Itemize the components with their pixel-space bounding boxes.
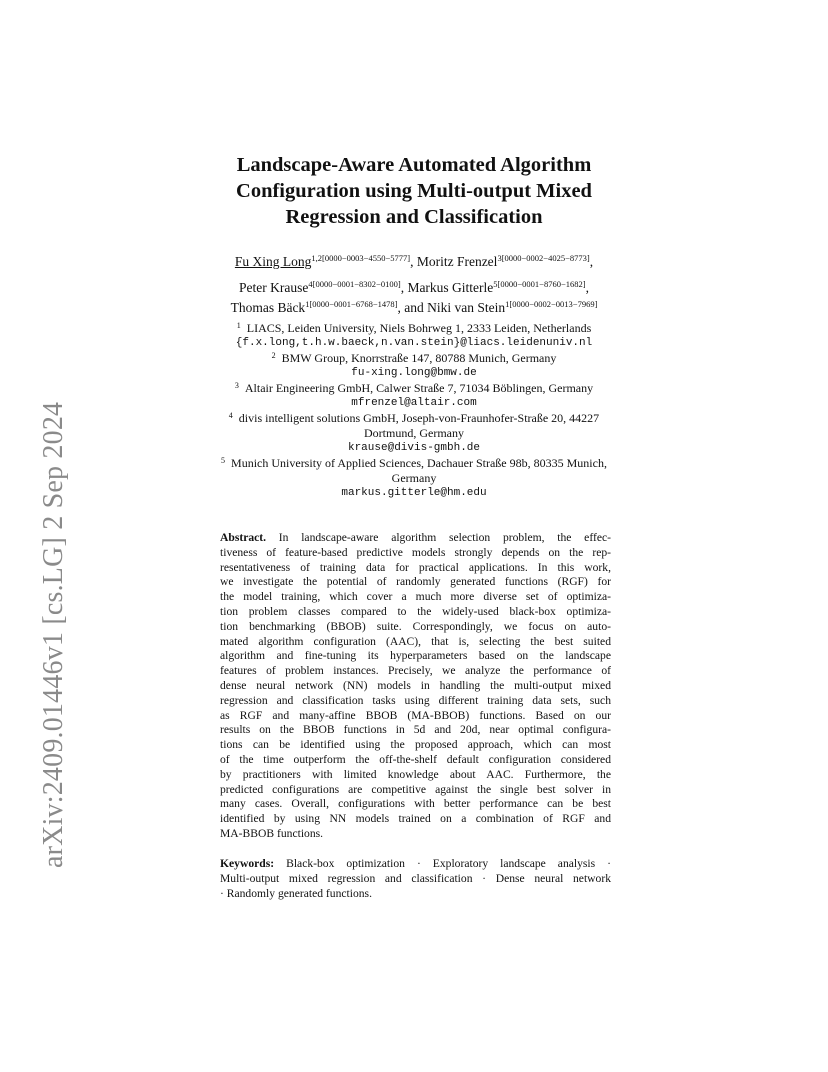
- abstract-line: Abstract. In landscape-aware algorithm selection problem, the effec-: [220, 531, 611, 544]
- paper-title: [180, 152, 648, 230]
- author-separator: ,: [400, 280, 405, 295]
- affiliation: [180, 351, 648, 381]
- author-name: Markus Gitterle: [407, 280, 494, 295]
- author-orcid: 1,2[0000−0003−4550−5777]: [311, 253, 411, 263]
- keywords-line: Multi-output mixed regression and classification · Dense neural network: [220, 872, 611, 885]
- keywords: [220, 856, 611, 901]
- author-orcid: 3[0000−0002−4025−8773]: [497, 253, 590, 263]
- author-orcid: 1[0000−0002−0013−7969]: [505, 299, 598, 309]
- author-separator: ,: [410, 254, 414, 269]
- abstract-line: MA-BBOB functions.: [220, 826, 324, 840]
- abstract-label: Abstract.: [220, 531, 267, 544]
- author-orcid: 1[0000−0001−6768−1478]: [305, 299, 398, 309]
- affiliation-text: Dortmund, Germany: [364, 426, 464, 440]
- affiliation-text: Altair Engineering GmbH, Calwer Straße 7, 71034 Böblingen, Germany: [244, 381, 594, 395]
- author-name: Fu Xing Long: [234, 254, 312, 269]
- affiliation-text: LIACS, Leiden University, Niels Bohrweg 1, 2333 Leiden, Netherlands: [246, 321, 592, 335]
- abstract-line: as RGF and many-affine BBOB (MA-BBOB) functions. Based on our: [220, 708, 611, 722]
- title-line: Configuration using Multi-output Mixed: [236, 180, 592, 202]
- affiliation-number: 5: [221, 456, 226, 465]
- abstract: [220, 531, 611, 842]
- title-line: Landscape-Aware Automated Algorithm: [236, 154, 592, 176]
- affiliation-text: divis intelligent solutions GmbH, Joseph-von-Fraunhofer-Straße 20, 44227: [238, 411, 600, 425]
- author-list: [150, 252, 678, 318]
- keywords-label: Keywords:: [220, 857, 275, 870]
- abstract-line: tiveness of feature-based predictive models strongly depends on the rep-: [220, 545, 611, 559]
- affiliation-list: [180, 321, 648, 501]
- author-separator: ,: [585, 280, 589, 295]
- abstract-line: tions can be identified using the proposed approach, which can most: [220, 738, 611, 752]
- abstract-line: we investigate the potential of randomly generated functions (RGF) for: [220, 575, 611, 589]
- author-name: Moritz Frenzel: [416, 254, 498, 269]
- author-orcid: 5[0000−0001−8760−1682]: [493, 279, 586, 289]
- affiliation: [180, 321, 648, 351]
- affiliation-text: Germany: [391, 471, 437, 485]
- affiliation-text: Munich University of Applied Sciences, Dachauer Straße 98b, 80335 Munich,: [231, 456, 607, 470]
- affiliation-number: 3: [234, 381, 239, 390]
- abstract-line: regression and classification tasks using different training data sets, such: [220, 693, 611, 707]
- affiliation-email: {f.x.long,t.h.w.baeck,n.van.stein}@liacs.leidenuniv.nl: [235, 337, 593, 349]
- abstract-line: tion benchmarking (BBOB) suite. Correspondingly, we focus on auto-: [220, 619, 611, 633]
- affiliation-number: 4: [228, 411, 233, 420]
- author-line: [150, 252, 678, 272]
- abstract-line: the model training, which cover a much more diverse set of optimiza-: [220, 590, 611, 604]
- affiliation-email: markus.gitterle@hm.edu: [341, 487, 487, 499]
- affiliation-email: fu-xing.long@bmw.de: [351, 367, 477, 379]
- author-orcid: 4[0000−0001−8302−0100]: [308, 279, 401, 289]
- affiliation-number: 2: [271, 351, 276, 360]
- affiliation-email: mfrenzel@altair.com: [351, 397, 477, 409]
- abstract-line: tion problem classes compared to the widely-used black-box optimiza-: [220, 604, 611, 618]
- author-separator: , and: [397, 300, 424, 315]
- abstract-line: by practitioners with limited knowledge about AAC. Furthermore, the: [220, 767, 611, 781]
- abstract-line: predicted configurations are competitive against the single best solver in: [220, 782, 611, 796]
- affiliation-number: 1: [236, 321, 241, 330]
- affiliation: [180, 381, 648, 411]
- affiliation-text: BMW Group, Knorrstraße 147, 80788 Munich, Germany: [281, 351, 557, 365]
- arxiv-identifier: arXiv:2409.01446v1 [cs.LG] 2 Sep 2024: [38, 401, 69, 868]
- author-name: Thomas Bäck: [230, 300, 306, 315]
- author-line: [150, 278, 678, 298]
- author-separator: ,: [589, 254, 594, 269]
- abstract-line: identified by using NN models trained on a combination of RGF and: [220, 812, 611, 826]
- abstract-line: results on the BBOB functions in 5d and 20d, near optimal configura-: [220, 723, 611, 737]
- affiliation: [180, 456, 648, 501]
- affiliation: [180, 411, 648, 456]
- author-name: Niki van Stein: [427, 300, 506, 315]
- keywords-line: Keywords: Black-box optimization · Exploratory landscape analysis ·: [220, 857, 611, 870]
- abstract-line: mated algorithm configuration (AAC), that is, selecting the best suited: [220, 634, 611, 648]
- author-line: [150, 298, 678, 318]
- affiliation-email: krause@divis-gmbh.de: [347, 442, 481, 454]
- abstract-line: features of problem instances. Precisely, we analyze the performance of: [220, 664, 611, 678]
- abstract-line: dense neural network (NN) models in handling the multi-output mixed: [220, 678, 611, 692]
- author-name: Peter Krause: [239, 280, 309, 295]
- abstract-line: many cases. Overall, configurations with better performance can be best: [220, 797, 611, 811]
- abstract-line: of the time outperform the off-the-shelf default configuration considered: [220, 752, 611, 766]
- title-line: Regression and Classification: [285, 206, 543, 228]
- abstract-line: algorithm and fine-tuning its hyperparameters based on the landscape: [220, 649, 611, 663]
- abstract-line: resentativeness of training data for practical applications. In this work,: [220, 560, 611, 574]
- keywords-line: · Randomly generated functions.: [220, 887, 372, 900]
